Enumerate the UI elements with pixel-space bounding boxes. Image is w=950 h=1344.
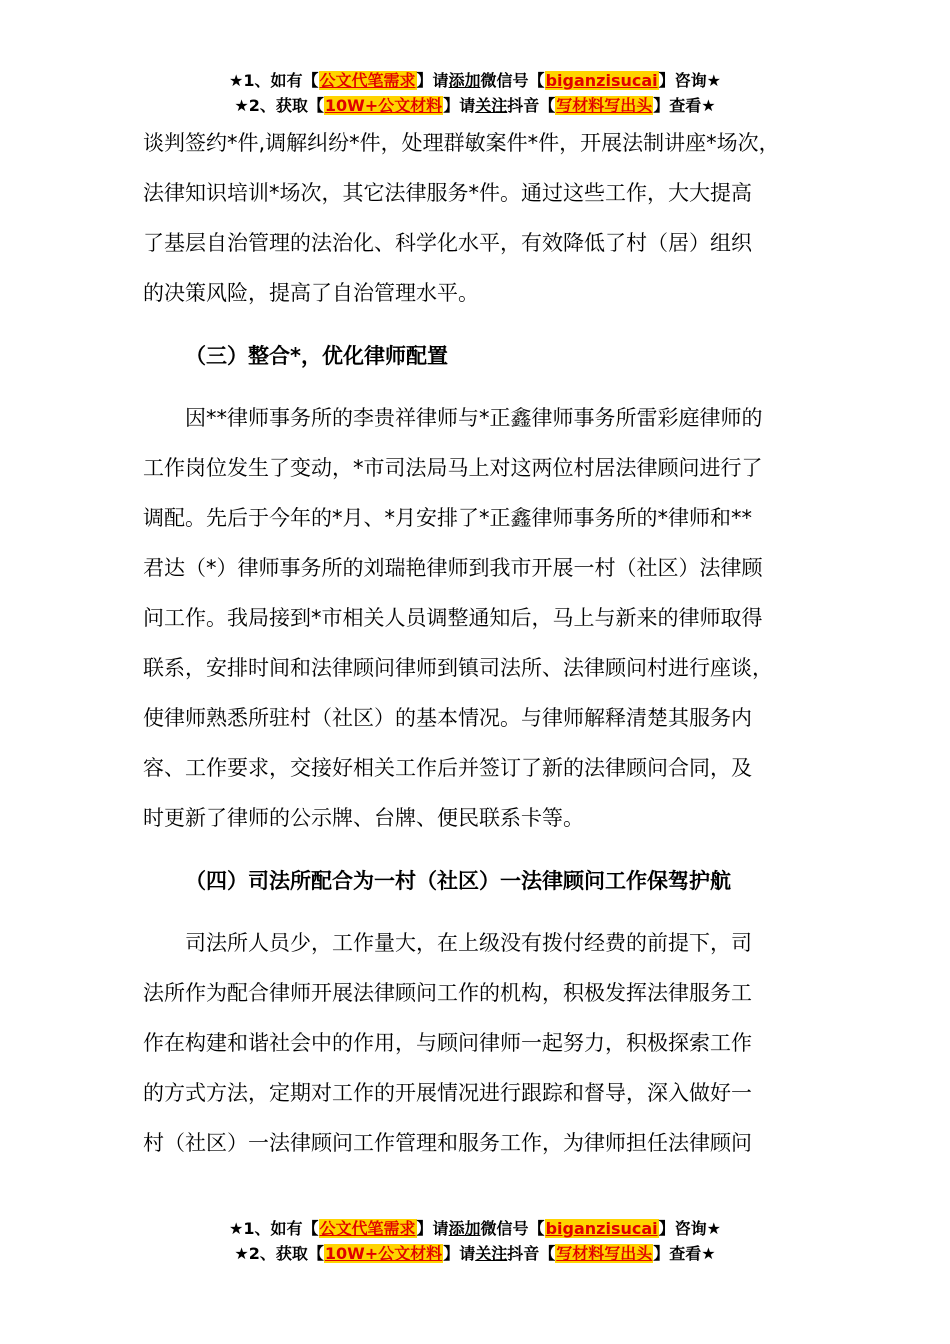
body-line: 调配。先后于今年的*月、*月安排了*正鑫律师事务所的*律师和** [143, 506, 752, 530]
body-line: 时更新了律师的公示牌、台牌、便民联系卡等。 [143, 806, 584, 830]
notice-line-1 [0, 1216, 950, 1241]
notice-text: ★2、获取【 [234, 1244, 324, 1263]
notice-line-2 [0, 1241, 950, 1266]
notice-text: 】咨询★ [658, 71, 721, 90]
body-line: 法律知识培训*场次，其它法律服务*件。通过这些工作，大大提高 [143, 181, 752, 205]
body-line: 谈判签约*件,调解纠纷*件，处理群敏案件*件，开展法制讲座*场次， [143, 131, 780, 155]
body-line: 了基层自治管理的法治化、科学化水平，有效降低了村（居）组织 [143, 231, 752, 255]
section-heading-3: （三）整合*，优化律师配置 [185, 344, 448, 368]
body-line: 容、工作要求，交接好相关工作后并签订了新的法律顾问合同，及 [143, 756, 752, 780]
notice-line-2 [0, 93, 950, 118]
body-line: 的决策风险，提高了自治管理水平。 [143, 281, 479, 305]
document-body [143, 118, 833, 1168]
body-line: 村（社区）一法律顾问工作管理和服务工作，为律师担任法律顾问 [143, 1131, 752, 1155]
notice-text: ★2、获取【 [234, 96, 324, 115]
body-line: 司法所人员少，工作量大，在上级没有拨付经费的前提下，司 [185, 931, 752, 955]
body-line: 联系，安排时间和法律顾问律师到镇司法所、法律顾问村进行座谈， [143, 656, 773, 680]
notice-text: ★1、如有【 [229, 1219, 319, 1238]
highlight-service: 公文代笔需求 [319, 71, 416, 90]
notice-text: 】请 [416, 1219, 449, 1238]
highlight-service: 公文代笔需求 [319, 1219, 416, 1238]
body-line: 工作岗位发生了变动，*市司法局马上对这两位村居法律顾问进行了 [143, 456, 763, 480]
body-line: 法所作为配合律师开展法律顾问工作的机构，积极发挥法律服务工 [143, 981, 752, 1005]
notice-emphasis: 关注 [475, 1244, 508, 1263]
notice-emphasis: 添加 [448, 71, 481, 90]
notice-emphasis: 关注 [475, 96, 508, 115]
notice-text: 】查看★ [653, 96, 716, 115]
notice-emphasis: 添加 [448, 1219, 481, 1238]
body-line: 的方式方法，定期对工作的开展情况进行跟踪和督导，深入做好一 [143, 1081, 752, 1105]
body-line: 作在构建和谐社会中的作用，与顾问律师一起努力，积极探索工作 [143, 1031, 752, 1055]
highlight-materials: 10W+公文材料 [324, 96, 443, 115]
notice-text: 】请 [416, 71, 449, 90]
notice-text: 】请 [443, 96, 476, 115]
notice-text: 抖音【 [507, 96, 556, 115]
body-line: 问工作。我局接到*市相关人员调整通知后，马上与新来的律师取得 [143, 606, 763, 630]
highlight-wechat-id: biganzisucai [545, 1219, 658, 1238]
notice-text: 】请 [443, 1244, 476, 1263]
notice-line-1 [0, 68, 950, 93]
notice-text: 】咨询★ [658, 1219, 721, 1238]
section-heading-4: （四）司法所配合为一村（社区）一法律顾问工作保驾护航 [185, 869, 731, 893]
body-line: 因**律师事务所的李贵祥律师与*正鑫律师事务所雷彩庭律师的 [185, 406, 763, 430]
header-notice [0, 68, 950, 118]
body-line: 使律师熟悉所驻村（社区）的基本情况。与律师解释清楚其服务内 [143, 706, 752, 730]
notice-text: ★1、如有【 [229, 71, 319, 90]
highlight-wechat-id: biganzisucai [545, 71, 658, 90]
body-line: 君达（*）律师事务所的刘瑞艳律师到我市开展一村（社区）法律顾 [143, 556, 763, 580]
footer-notice [0, 1216, 950, 1266]
notice-text: 微信号【 [480, 1219, 545, 1238]
notice-text: 抖音【 [507, 1244, 556, 1263]
highlight-douyin: 写材料写出头 [556, 96, 653, 115]
highlight-materials: 10W+公文材料 [324, 1244, 443, 1263]
notice-text: 】查看★ [653, 1244, 716, 1263]
notice-text: 微信号【 [480, 71, 545, 90]
highlight-douyin: 写材料写出头 [556, 1244, 653, 1263]
